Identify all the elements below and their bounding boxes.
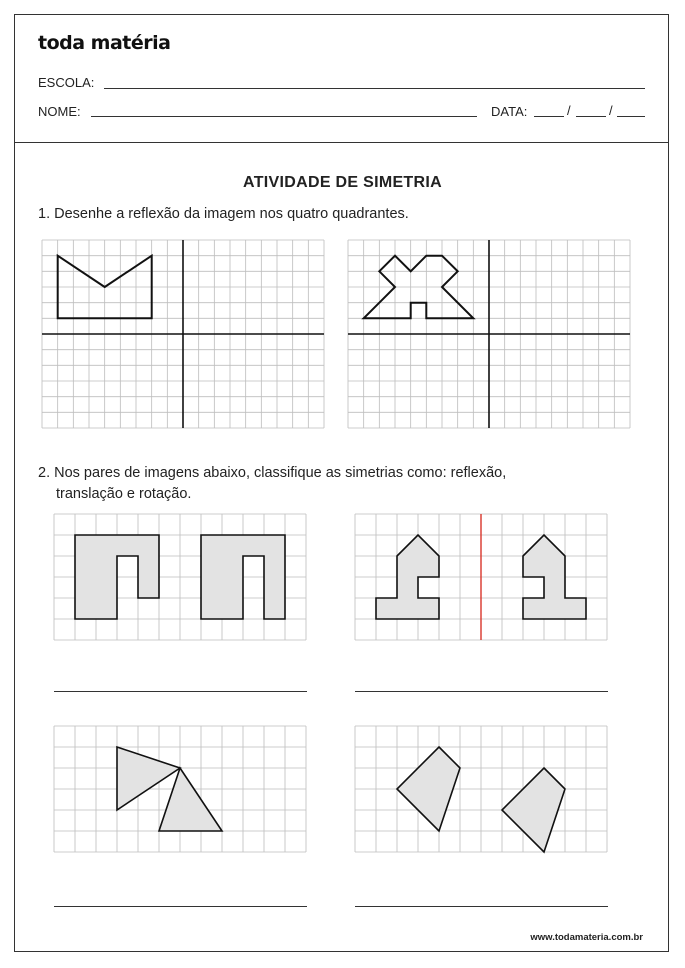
name-field[interactable] xyxy=(91,116,477,117)
question-2-text-line-1: 2. Nos pares de imagens abaixo, classifique as simetrias como: reflexão, xyxy=(38,465,507,481)
page-title: ATIVIDADE DE SIMETRIA xyxy=(243,174,442,191)
answer-line-4[interactable] xyxy=(355,906,608,907)
brand-logo: toda matéria xyxy=(38,32,171,54)
date-label: DATA: xyxy=(491,104,528,119)
grid-lines xyxy=(355,726,607,852)
school-field[interactable] xyxy=(104,88,645,89)
triangle-transformed xyxy=(159,768,222,831)
date-separator: / xyxy=(567,103,571,118)
symmetry-pair-grid-2 xyxy=(355,514,607,640)
quadrilateral-transformed xyxy=(502,768,565,852)
name-label: NOME: xyxy=(38,104,81,119)
shape-a-original xyxy=(75,535,159,619)
reflection-grid-1[interactable] xyxy=(42,240,324,428)
answer-line-2[interactable] xyxy=(355,691,608,692)
question-1-text: 1. Desenhe a reflexão da imagem nos quatro quadrantes. xyxy=(38,206,409,222)
school-label: ESCOLA: xyxy=(38,75,95,90)
date-separator: / xyxy=(609,103,613,118)
shape-a-transformed xyxy=(201,535,285,619)
footer-url: www.todamateria.com.br xyxy=(530,932,643,943)
symmetry-pair-grid-1 xyxy=(54,514,306,640)
date-day-field[interactable] xyxy=(534,116,564,117)
question-2-text-line-2: translação e rotação. xyxy=(56,486,192,502)
reflection-grid-2[interactable] xyxy=(348,240,630,428)
date-month-field[interactable] xyxy=(576,116,606,117)
date-year-field[interactable] xyxy=(617,116,645,117)
answer-line-3[interactable] xyxy=(54,906,307,907)
symmetry-pair-grid-3 xyxy=(54,726,306,852)
quadrilateral-original xyxy=(397,747,460,831)
symmetry-pair-grid-4 xyxy=(355,726,607,852)
answer-line-1[interactable] xyxy=(54,691,307,692)
header-divider xyxy=(14,142,669,143)
